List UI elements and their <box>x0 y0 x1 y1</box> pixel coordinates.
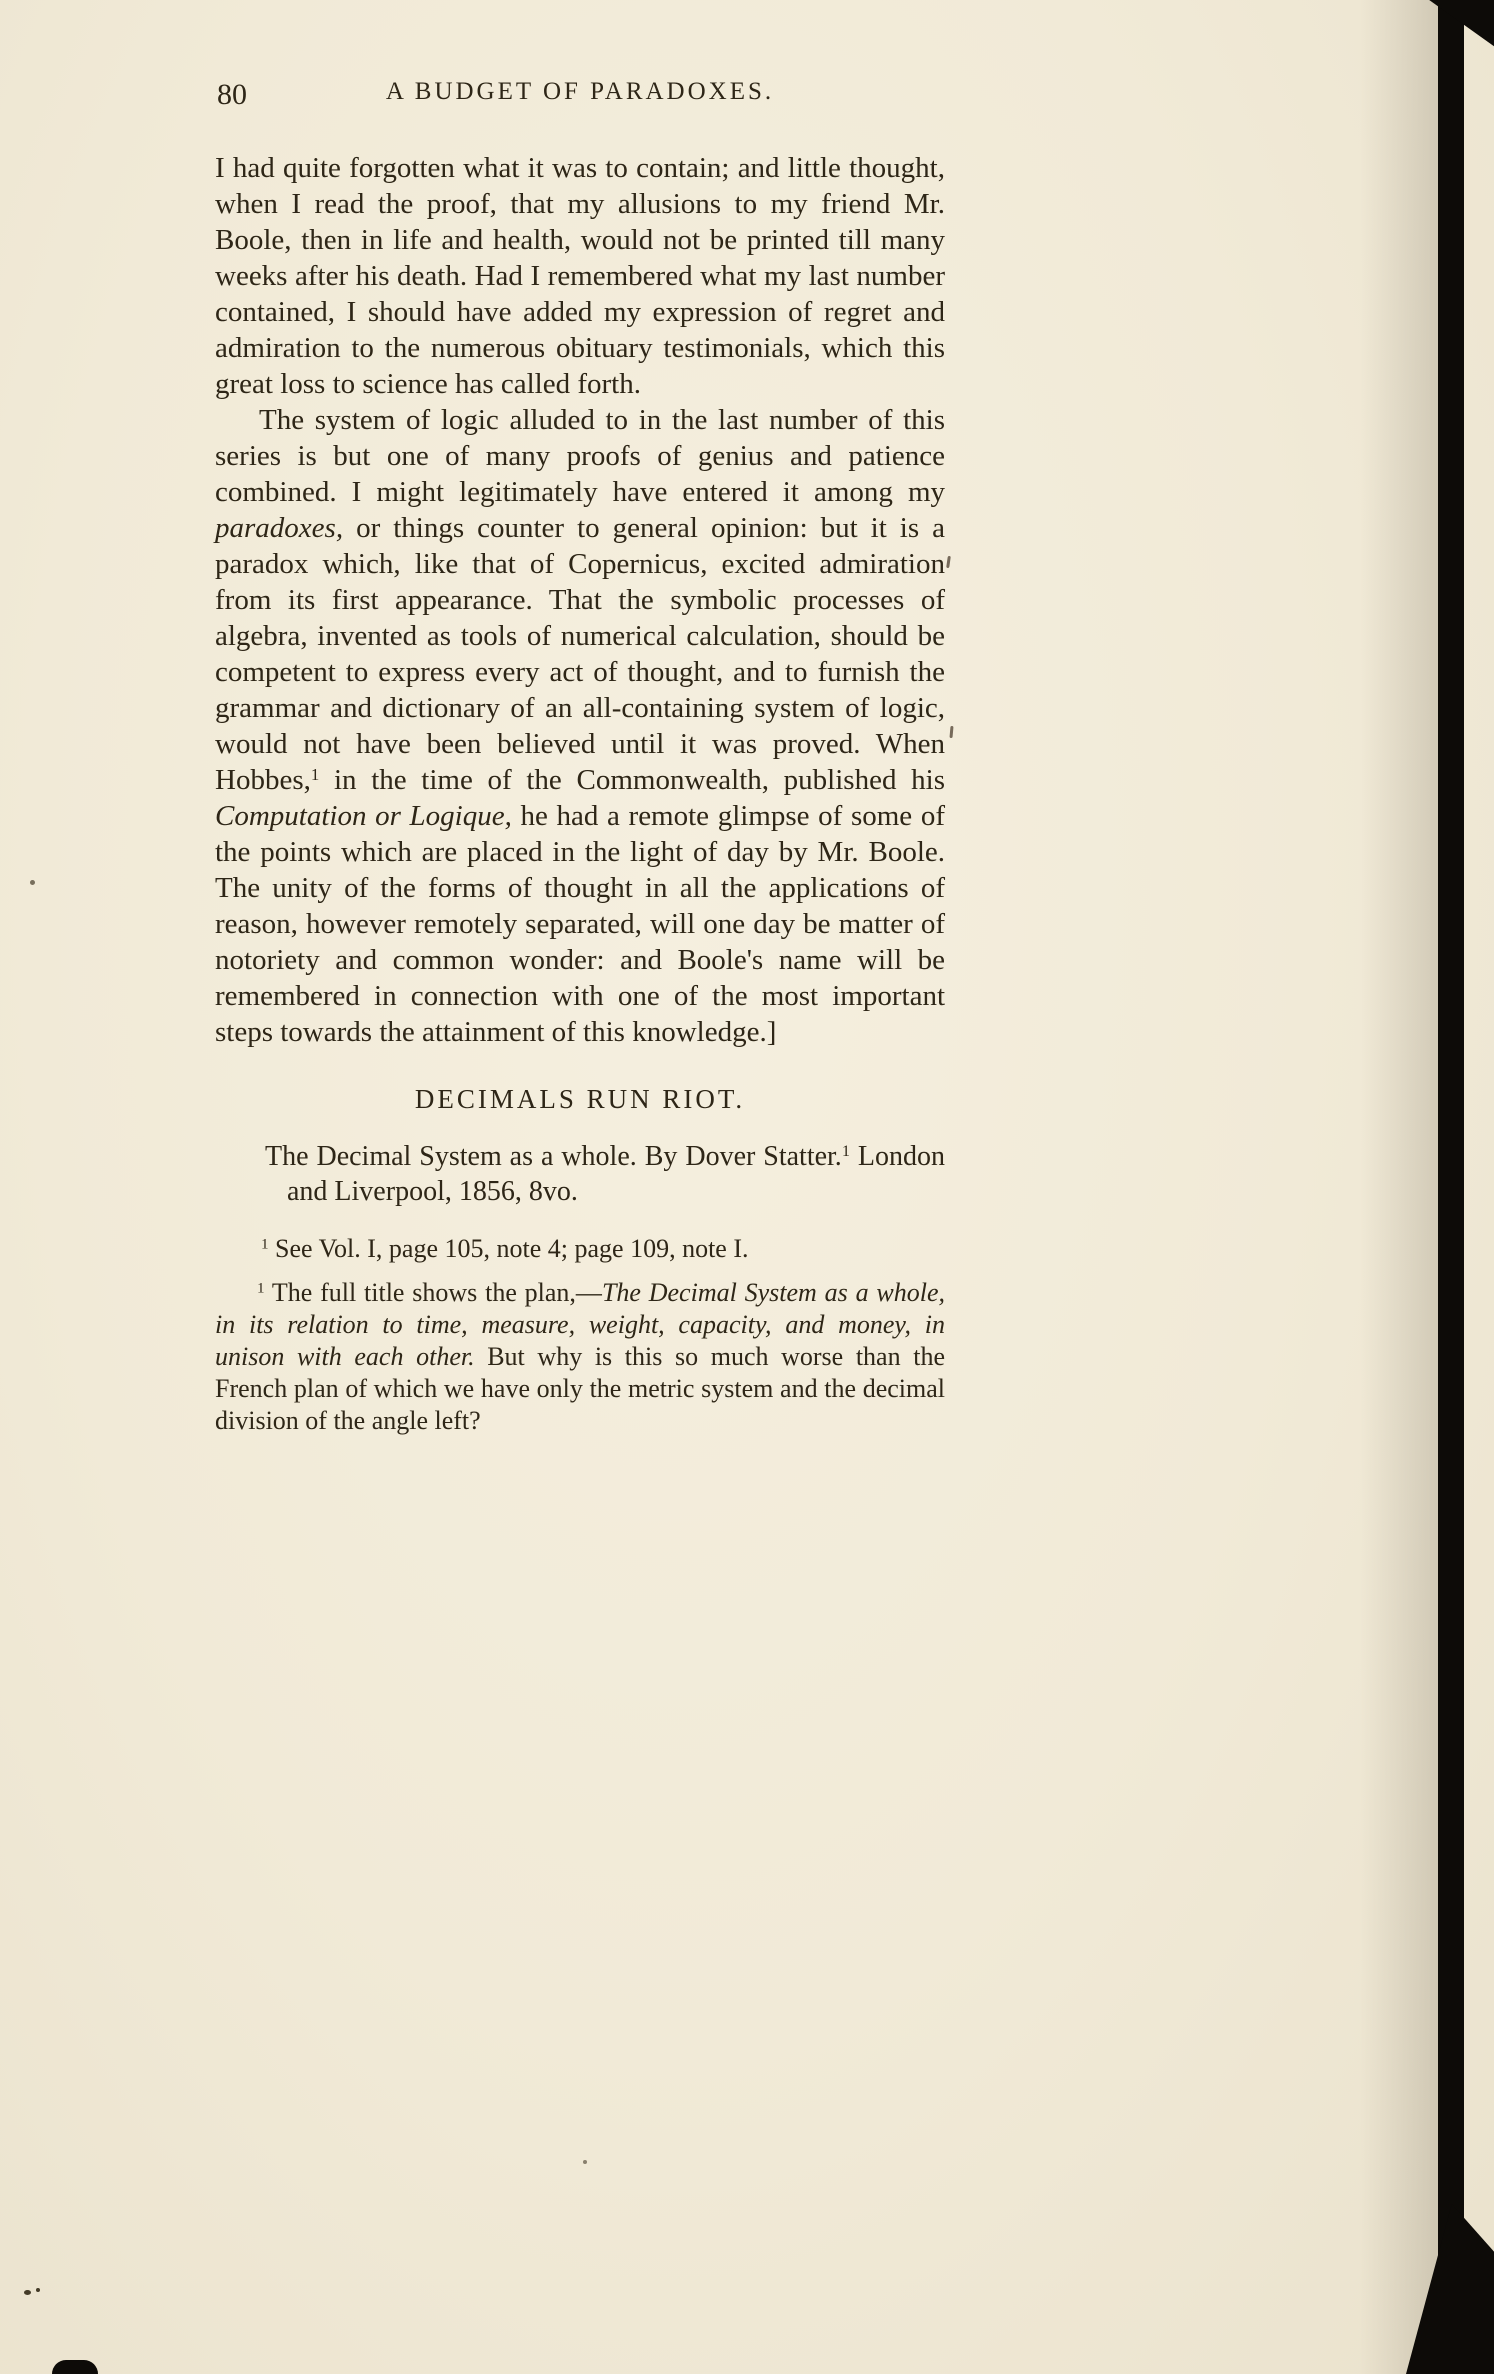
section-heading: DECIMALS RUN RIOT. <box>414 1084 746 1114</box>
paragraph: I had quite forgotten what it was to contain; and little thought, when I read the proof, that my allusions to my friend Mr. Boole, then in life and health, would not be printed till many weeks after his death. Had I remembered what my last number contained, I should have added my expression of regret and admiration to the numerous obituary testimonials, which this great loss to science has called forth. <box>215 152 945 400</box>
text-segment: But why is this so much worse than the French plan of which we have only the metric system and the decimal division of the angle left? <box>215 1342 945 1435</box>
running-title: A BUDGET OF PARADOXES. <box>385 78 775 105</box>
italic-text: Computation or Logique, <box>215 800 512 832</box>
text-segment: The system of logic alluded to in the last number of this series is but one of many proofs of genius and patience combined. I might legitimately have entered it among my <box>215 404 945 508</box>
text-segment: or things counter to general opinion: but it is a paradox which, like that of Copernicus, excited admiration from its first appearance. That the symbolic processes of algebra, invented as tools of numerical calculation, should be competent to express every act of thought, and to furnish the grammar and dictionary of an all-containing system of logic, would not have been believed until it was proved. When Hobbes, <box>215 512 945 796</box>
scan-speck <box>36 2288 40 2292</box>
footnote-reference: 1 <box>841 1142 850 1161</box>
scan-artifact-bottom-left <box>52 2360 98 2374</box>
footnote <box>261 1233 945 1265</box>
paragraph <box>215 402 945 1050</box>
bibliography-entry <box>265 1139 945 1209</box>
scan-speck <box>30 880 35 885</box>
scan-speck <box>949 726 953 738</box>
page-number: 80 <box>217 78 247 111</box>
footnote-marker: 1 <box>261 1236 269 1253</box>
footnote-reference: 1 <box>310 764 320 784</box>
text-segment: in the time of the Commonwealth, published his <box>319 764 945 796</box>
scan-speck <box>24 2290 31 2295</box>
scan-speck <box>583 2160 587 2164</box>
binding-edge-bar <box>1438 0 1464 2374</box>
text-segment: London and Liverpool, 1856, 8vo. <box>287 1141 945 1207</box>
text-segment: he had a remote glimpse of some of the points which are placed in the light of day by Mr. Boole. The unity of the forms of thought in all the applications of reason, however remotely separated, will one day be matter of notoriety and common wonder: and Boole's name will be remembered in connection with one of the most important steps towards the attainment of this knowledge.] <box>215 800 945 1048</box>
text-segment: The Decimal System as a whole. By Dover Statter. <box>265 1141 842 1172</box>
footnote <box>215 1277 945 1437</box>
text-column <box>215 150 945 1437</box>
text-segment: See Vol. I, page 105, note 4; page 109, note I. <box>268 1234 749 1263</box>
page-header <box>215 78 945 111</box>
page-gutter-shadow <box>1360 0 1440 2374</box>
italic-text: paradoxes, <box>215 512 344 544</box>
scan-speck <box>946 556 951 568</box>
italic-text: The Decimal System as a whole, in its relation to time, measure, weight, capacity, and money, in unison with each other. <box>215 1278 945 1371</box>
text-segment: The full title shows the plan,— <box>264 1278 602 1307</box>
footnote-marker: 1 <box>257 1280 265 1297</box>
